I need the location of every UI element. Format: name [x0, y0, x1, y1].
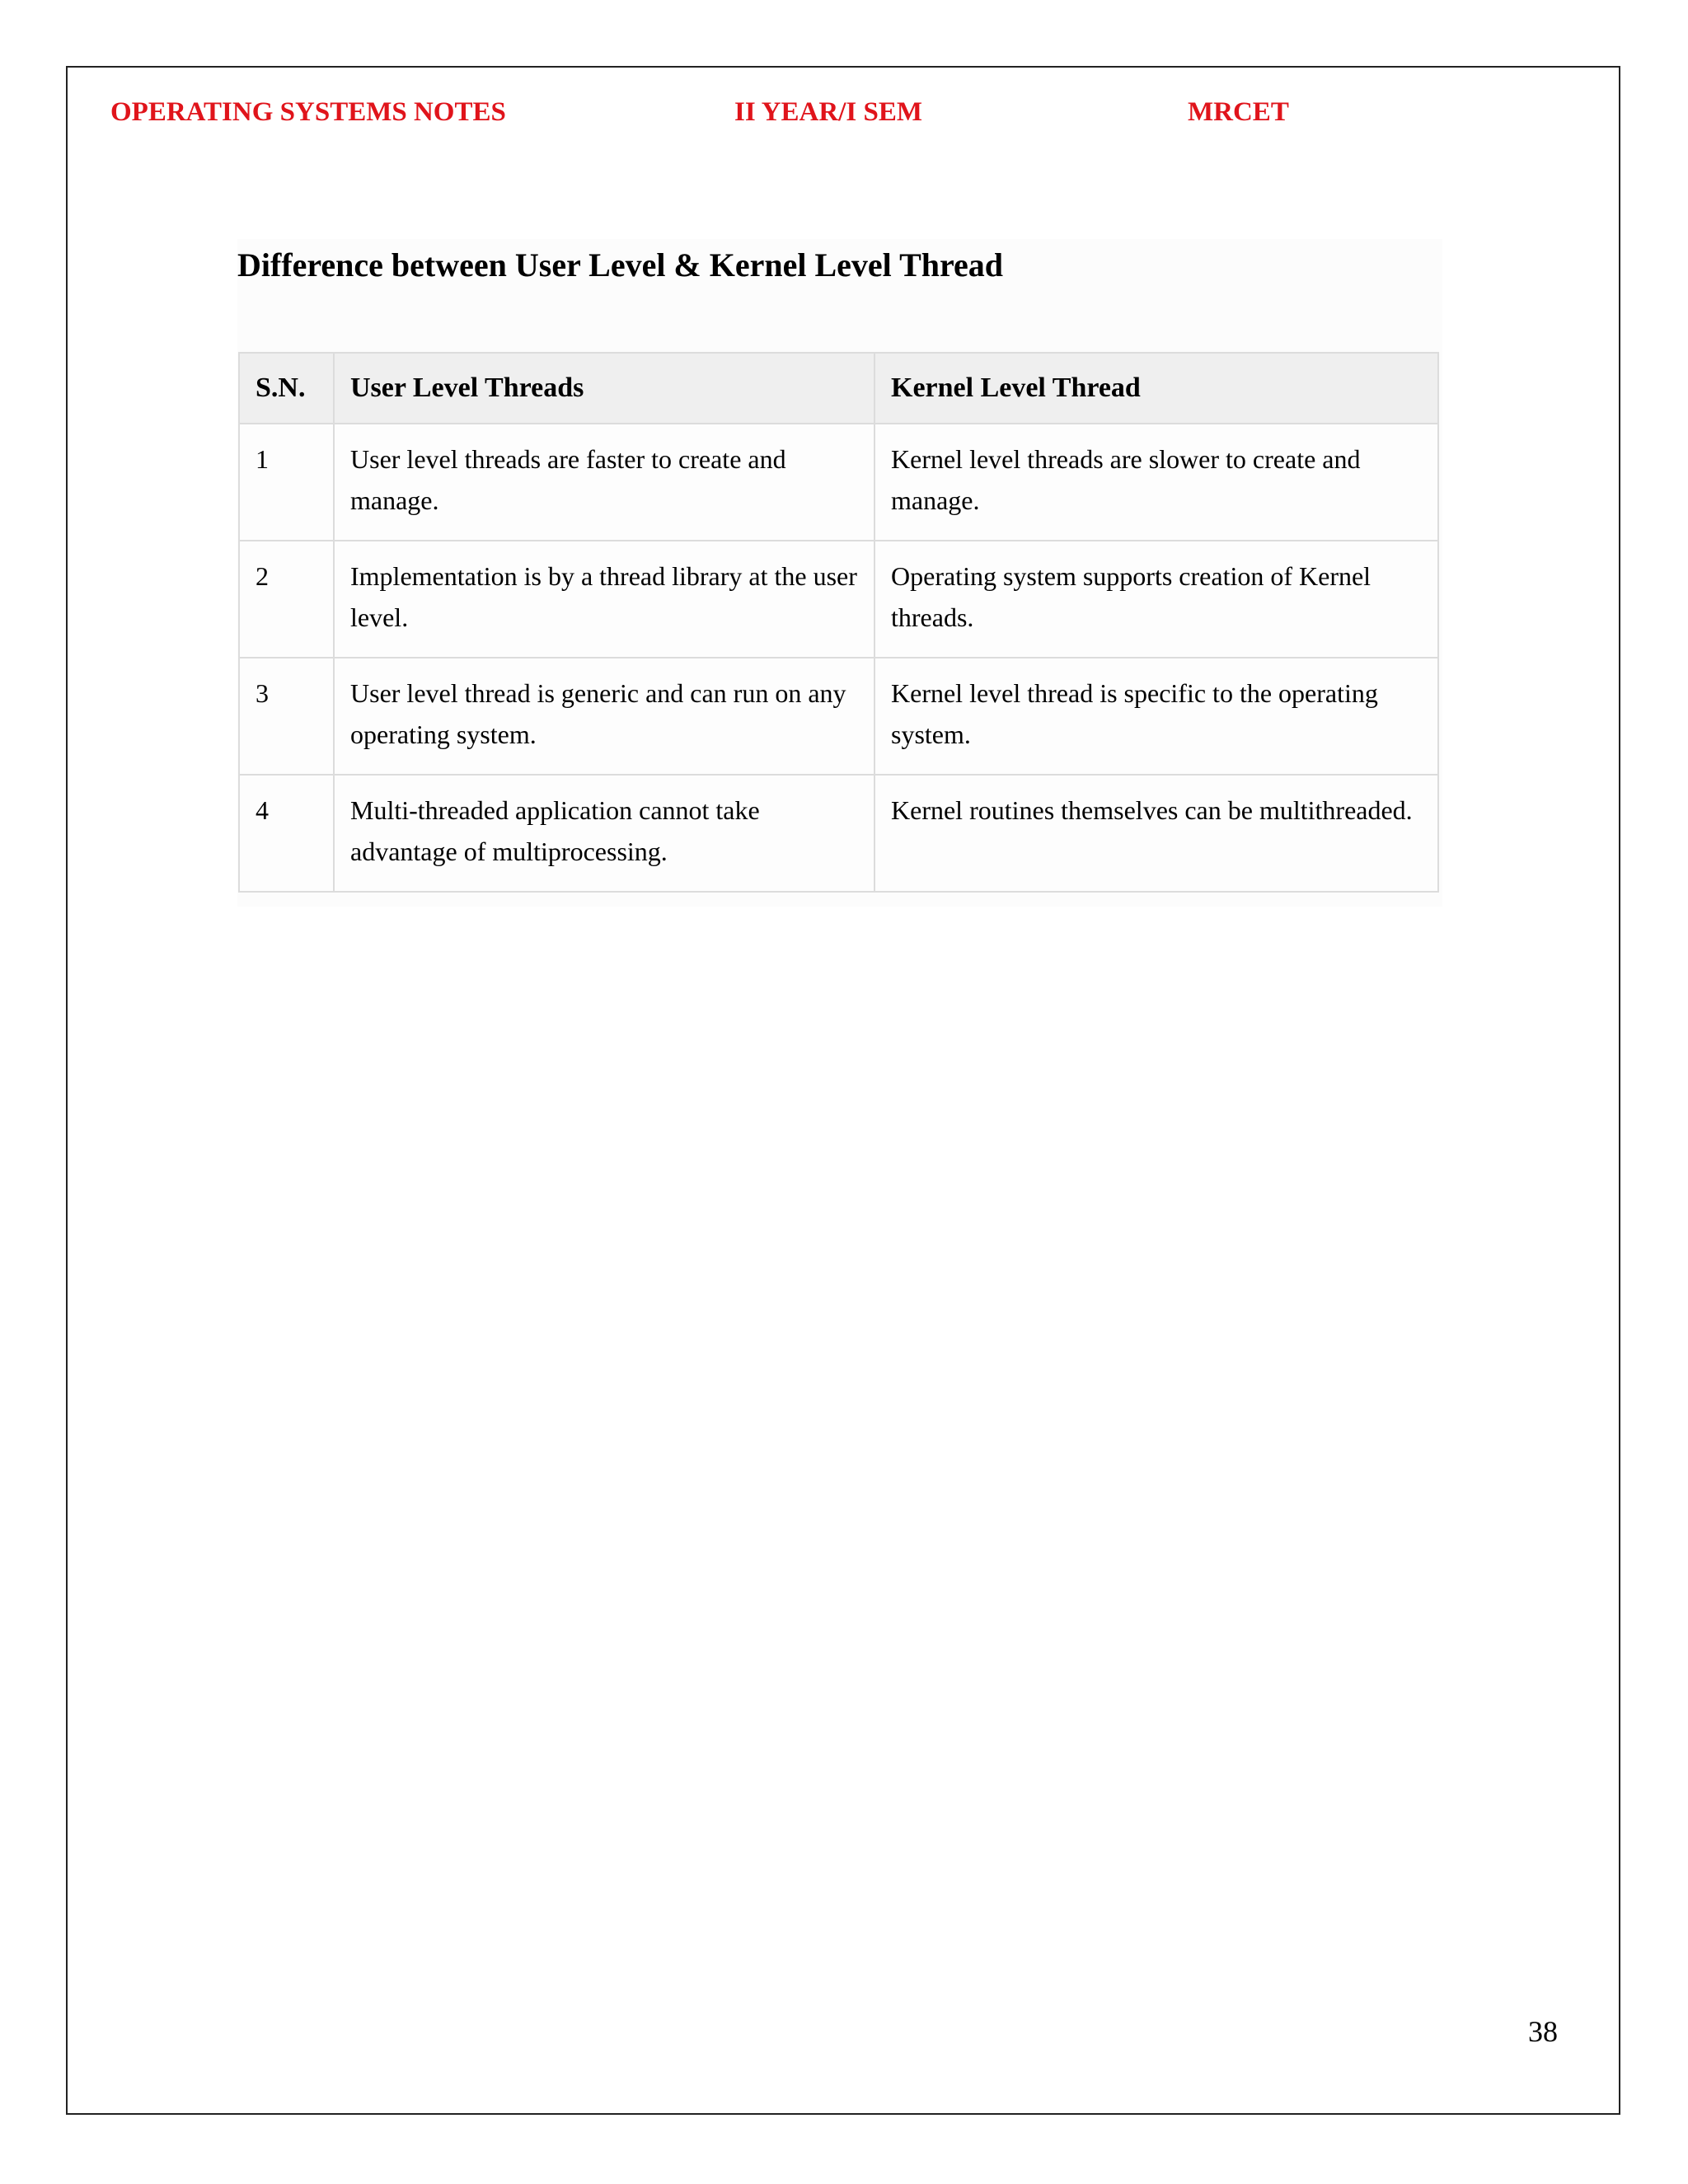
cell-sn: 1 [239, 424, 334, 541]
table-header-row [239, 353, 1438, 424]
cell-kernel-level: Kernel level threads are slower to create and manage. [874, 424, 1438, 541]
cell-user-level: Multi-threaded application cannot take advantage of multiprocessing. [334, 775, 874, 892]
table-row [239, 775, 1438, 892]
table-row [239, 541, 1438, 658]
table-row [239, 658, 1438, 775]
header-institution: MRCET [1188, 97, 1289, 127]
header-year-semester: II YEAR/I SEM [734, 97, 922, 127]
cell-kernel-level: Kernel routines themselves can be multithreaded. [874, 775, 1438, 892]
cell-sn: 3 [239, 658, 334, 775]
header-course-title: OPERATING SYSTEMS NOTES [110, 97, 506, 127]
cell-kernel-level: Operating system supports creation of Kernel threads. [874, 541, 1438, 658]
cell-kernel-level: Kernel level thread is specific to the operating system. [874, 658, 1438, 775]
cell-user-level: User level threads are faster to create and manage. [334, 424, 874, 541]
cell-user-level: Implementation is by a thread library at the user level. [334, 541, 874, 658]
cell-sn: 4 [239, 775, 334, 892]
cell-user-level: User level thread is generic and can run on any operating system. [334, 658, 874, 775]
column-header-user-level: User Level Threads [334, 353, 874, 424]
column-header-sn: S.N. [239, 353, 334, 424]
table-row [239, 424, 1438, 541]
column-header-kernel-level: Kernel Level Thread [874, 353, 1438, 424]
comparison-table [238, 352, 1439, 893]
section-title: Difference between User Level & Kernel Level Thread [237, 246, 1004, 284]
cell-sn: 2 [239, 541, 334, 658]
page-number: 38 [1528, 2015, 1558, 2048]
